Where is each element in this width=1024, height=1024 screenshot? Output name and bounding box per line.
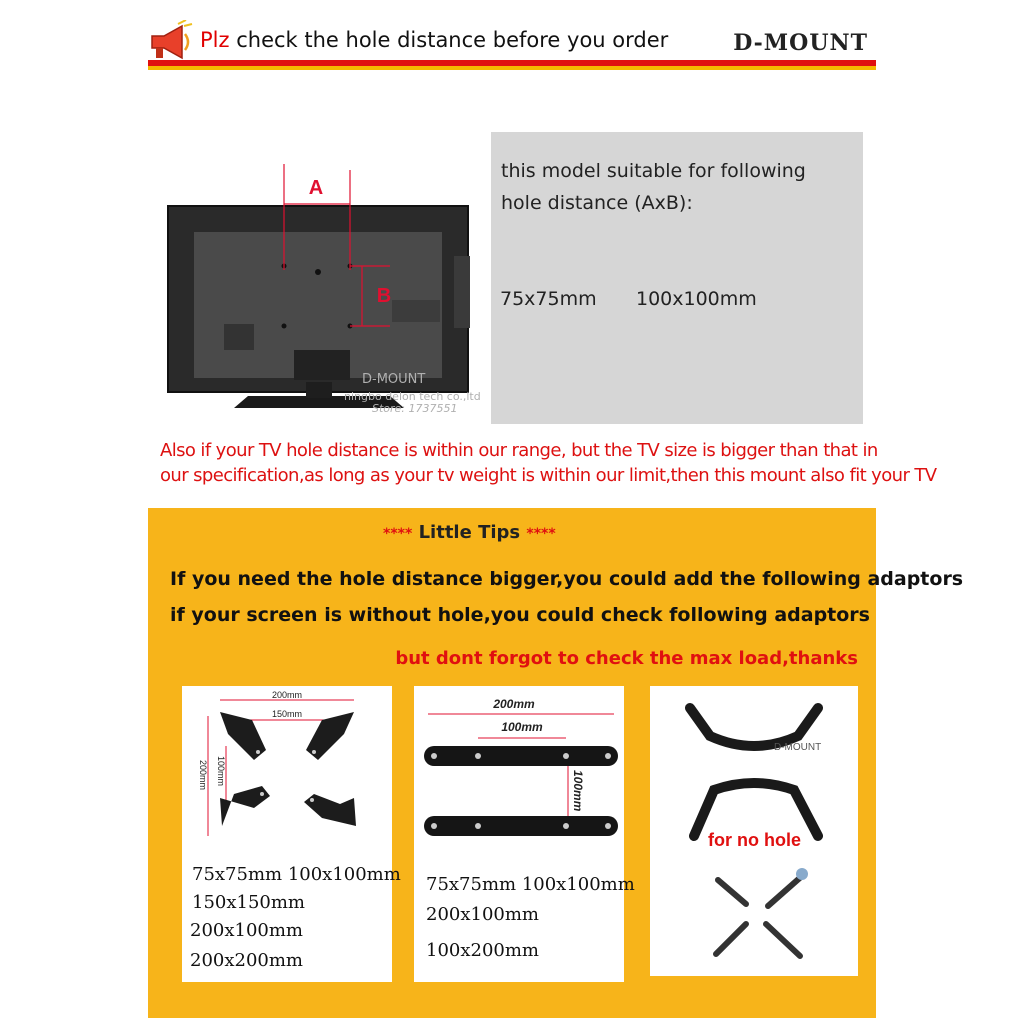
card1-size-4: 200x200mm <box>190 950 304 971</box>
tip-line-1: If you need the hole distance bigger,you could add the following adaptors <box>170 568 964 590</box>
adaptor-card-no-hole <box>650 686 858 976</box>
megaphone-icon <box>148 20 194 64</box>
watermark-brand: D-MOUNT <box>362 372 426 387</box>
tip-line-2: if your screen is without hole,you could check following adaptors <box>170 604 870 626</box>
no-hole-brand: D-MOUNT <box>774 742 822 753</box>
header-text: check the hole distance before you order <box>236 28 669 52</box>
card1-size-1: 75x75mm 100x100mm <box>192 864 401 885</box>
adaptor-card-brackets <box>182 686 401 982</box>
note-line-1: Also if your TV hole distance is within our range, but the TV size is bigger than that in <box>160 440 878 461</box>
dim-inner-150: 150mm <box>271 709 303 719</box>
tips-title-text: Little Tips <box>418 522 521 543</box>
bar-adaptor-image <box>414 686 624 866</box>
header-plz: Plz <box>200 28 230 52</box>
card2-size-3: 100x200mm <box>426 940 540 961</box>
tv-back-image <box>164 160 474 424</box>
dim-left-200: 200mm <box>198 760 208 791</box>
label-a: A <box>308 177 324 199</box>
label-b: B <box>376 285 392 307</box>
note-line-2: our specification,as long as your tv weight is within our limit,then this mount also fit your TV <box>160 465 937 486</box>
tips-stars-right: **** <box>526 526 556 542</box>
header-yellow-stripe <box>148 66 876 70</box>
watermark-company: ningbo delon tech co.,ltd <box>344 390 481 403</box>
info-line-1: this model suitable for following <box>501 160 806 182</box>
dim-inner-100: 100mm <box>501 720 543 734</box>
dim-top-200: 200mm <box>493 697 535 711</box>
header-message <box>200 28 668 52</box>
card2-size-1: 75x75mm 100x100mm <box>426 874 635 895</box>
no-hole-label: for no hole <box>708 830 801 850</box>
brand-logo: D-MOUNT <box>733 30 868 56</box>
info-size-1: 75x75mm <box>500 288 597 310</box>
dim-right-100: 100mm <box>571 770 585 812</box>
info-line-2: hole distance (AxB): <box>501 192 693 214</box>
adaptor-card-bars <box>414 686 635 982</box>
card1-size-2: 150x150mm <box>192 892 306 913</box>
card2-size-2: 200x100mm <box>426 904 540 925</box>
bracket-adaptor-image <box>182 686 392 856</box>
dim-left-100: 100mm <box>216 756 226 787</box>
tip-warning: but dont forgot to check the max load,thanks <box>395 648 858 669</box>
info-panel <box>491 132 863 424</box>
card1-size-3: 200x100mm <box>190 920 304 941</box>
tips-stars-left: **** <box>383 526 413 542</box>
tv-hole-diagram <box>148 132 863 424</box>
info-size-2: 100x100mm <box>636 288 757 310</box>
tips-title <box>383 522 556 543</box>
tips-section <box>148 508 964 1018</box>
dim-top-200: 200mm <box>271 690 303 700</box>
watermark-store: Store: 1737551 <box>372 402 458 415</box>
